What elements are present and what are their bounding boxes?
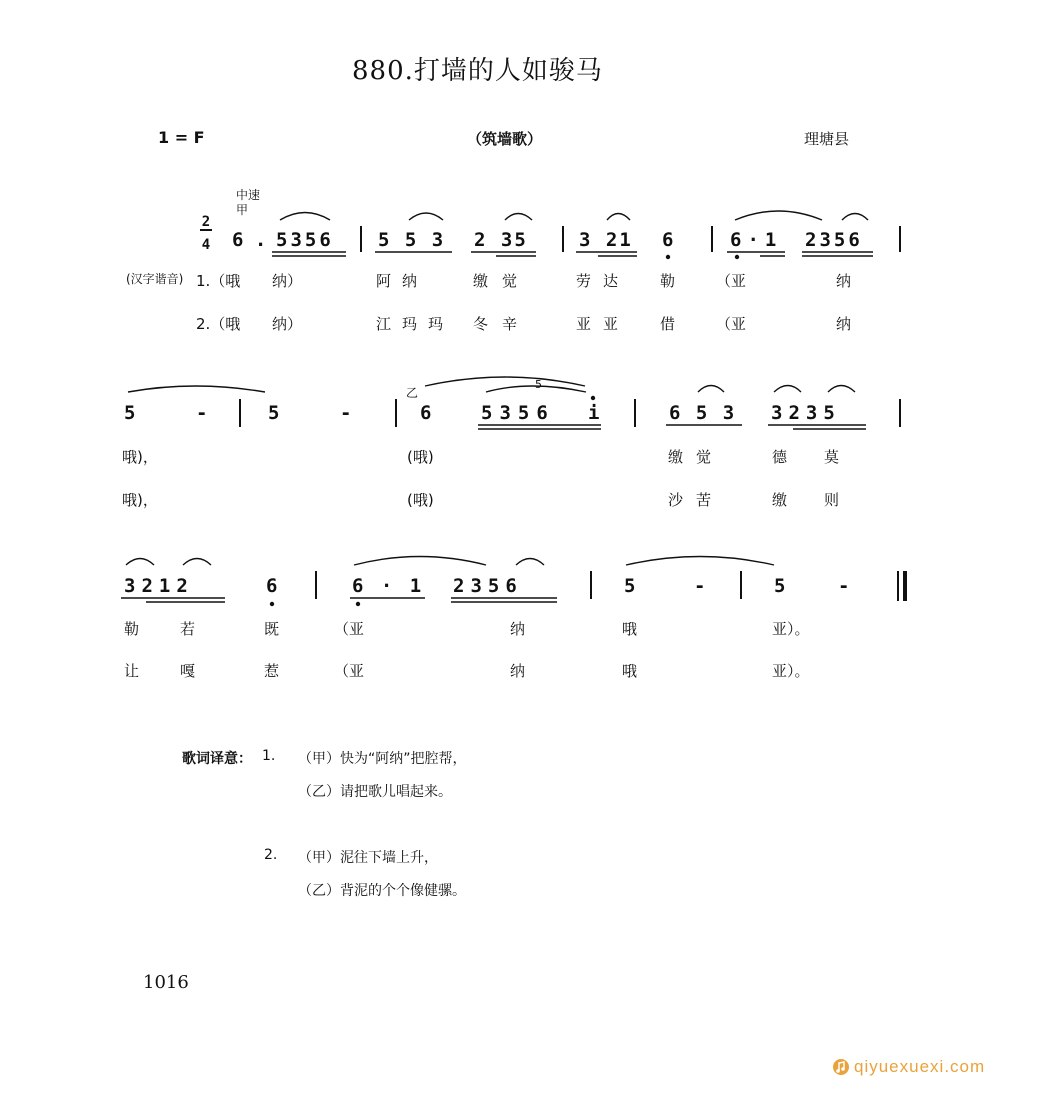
note: 2 35 — [474, 229, 528, 251]
lyric: （亚 — [334, 620, 365, 638]
lyric: 则 — [824, 491, 840, 509]
translation-line: （乙）背泥的个个像健骡。 — [298, 883, 466, 899]
lyric: 1.（哦 — [196, 272, 241, 290]
note: 5 — [124, 402, 136, 424]
lyric: 苦 — [696, 491, 712, 509]
translation-num: 1. — [262, 748, 276, 764]
lyric: 辛 — [502, 315, 518, 333]
lyric: 冬 — [473, 315, 489, 333]
note: 2356 — [453, 575, 523, 597]
note: 5 — [624, 575, 636, 597]
region-label: 理塘县 — [804, 130, 850, 148]
note: - — [838, 575, 850, 597]
lyric: 觉 — [696, 448, 712, 466]
lyric: 江 — [376, 315, 392, 333]
note: 3235 — [771, 402, 841, 424]
lyric: 勒 — [124, 620, 140, 638]
lyric: 缴 — [473, 272, 489, 290]
lyric: 纳） — [272, 315, 303, 333]
lyric: 让 — [124, 662, 140, 680]
part-a-marker: 甲 — [236, 203, 249, 217]
lyric: 纳 — [510, 662, 526, 680]
translation-line: （甲）泥往下墙上升， — [298, 850, 438, 866]
note: 6 . — [232, 229, 267, 251]
note: 6 — [420, 402, 432, 424]
part-b-marker: 乙 — [406, 386, 419, 400]
lyric: 亚）。 — [772, 620, 810, 638]
note: 2356 — [805, 229, 863, 251]
lyric: 借 — [660, 315, 676, 333]
note: 5356 — [481, 402, 555, 424]
lyric: 缴 — [772, 491, 788, 509]
lyric: 哦 — [622, 620, 638, 638]
lyric: 亚）。 — [772, 662, 810, 680]
lyric: 哦)， — [122, 491, 158, 509]
lyric: 沙 — [668, 491, 684, 509]
lyric: 哦)， — [122, 448, 158, 466]
key-signature: 1 = F — [158, 128, 205, 147]
note: i — [588, 402, 600, 424]
lyric: 嘎 — [180, 662, 196, 680]
time-signature-bottom: 4 — [201, 237, 211, 253]
song-title: 880.打墙的人如骏马 — [352, 56, 603, 86]
lyric: (哦) — [407, 448, 434, 466]
note: 6 — [662, 229, 674, 251]
translation-line: （甲）快为“阿纳”把腔帮， — [298, 751, 467, 767]
lyric: 既 — [264, 620, 280, 638]
lyric: 阿 — [376, 272, 392, 290]
watermark-text: qiyuexuexi.com — [854, 1057, 986, 1076]
lyric: 亚 — [603, 315, 619, 333]
song-subtitle: （筑墙歌） — [467, 130, 543, 148]
lyric: 纳 — [836, 272, 852, 290]
note: 5 — [268, 402, 280, 424]
time-signature-top: 2 — [201, 214, 211, 230]
lyric: 纳 — [510, 620, 526, 638]
lyric: 觉 — [502, 272, 518, 290]
note: 3 21 — [579, 229, 633, 251]
lyric: 纳 — [402, 272, 418, 290]
lyric: 勒 — [660, 272, 676, 290]
lyric: 2.（哦 — [196, 315, 241, 333]
note: 6·1 — [730, 229, 783, 251]
lyric: 劳 — [576, 272, 592, 290]
lyric: 亚 — [576, 315, 592, 333]
lyric: 纳 — [836, 315, 852, 333]
note: 5356 — [276, 229, 334, 251]
lyric: （亚 — [334, 662, 365, 680]
lyric: (哦) — [407, 491, 434, 509]
page-number: 1016 — [143, 972, 189, 993]
lyric: 哦 — [622, 662, 638, 680]
lyric: 缴 — [668, 448, 684, 466]
lyric: 德 — [772, 448, 788, 466]
lyric: 达 — [603, 272, 619, 290]
lyric: 若 — [180, 620, 196, 638]
lyric: 惹 — [264, 662, 280, 680]
translation-num: 2. — [264, 847, 278, 863]
translation-label: 歌词译意： — [182, 751, 252, 767]
note: 3212 — [124, 575, 194, 597]
tuplet-number: 5 — [535, 378, 542, 391]
note: 6 5 3 — [669, 402, 737, 424]
lyric: 玛 — [428, 315, 444, 333]
lyric: 玛 — [402, 315, 418, 333]
lyric: （亚 — [716, 315, 747, 333]
watermark — [832, 1057, 985, 1077]
note: 6 · 1 — [352, 575, 425, 597]
music-note-icon — [832, 1058, 850, 1076]
lyric: 纳） — [272, 272, 303, 290]
translation-line: （乙）请把歌儿唱起来。 — [298, 784, 452, 800]
note: - — [196, 402, 208, 424]
note: 5 — [774, 575, 786, 597]
lyric: （亚 — [716, 272, 747, 290]
note: - — [694, 575, 706, 597]
lyric-label: (汉字谐音) — [126, 272, 184, 286]
lyric: 莫 — [824, 448, 840, 466]
note: - — [340, 402, 352, 424]
note: 6 — [266, 575, 278, 597]
note: 5 5 3 — [378, 229, 446, 251]
tempo-marking: 中速 — [236, 188, 261, 202]
